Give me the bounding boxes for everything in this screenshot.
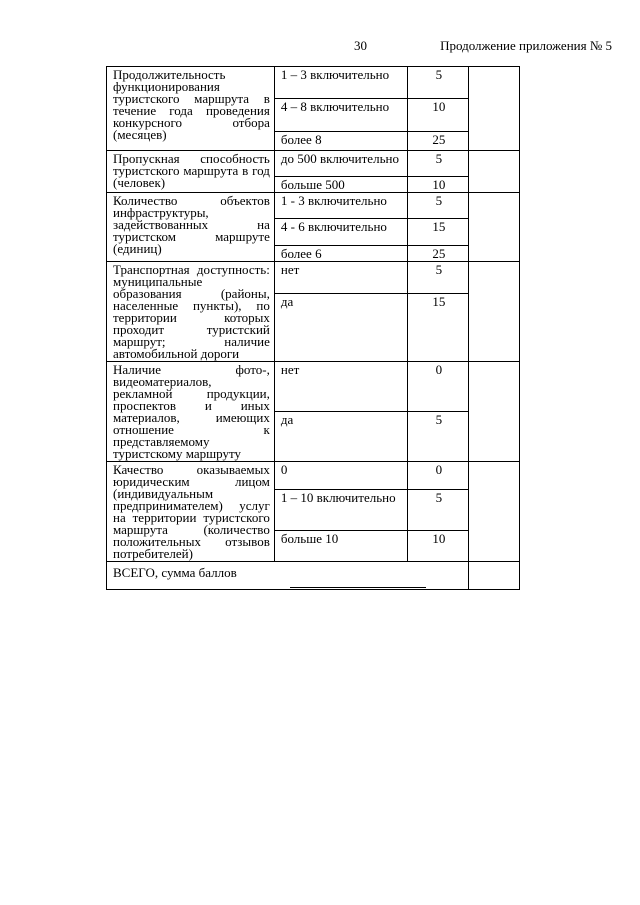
score-cell: 5 [407, 193, 469, 219]
empty-cell [469, 193, 520, 262]
condition-cell: 1 – 10 включительно [274, 489, 407, 531]
condition-cell: 4 – 8 включительно [274, 99, 407, 131]
criterion-cell: Транспортная доступность: муниципальные образования (районы, населенные пункты), по территории которых проходит туристский маршрут; наличие автомобильной дороги [107, 262, 275, 362]
criterion-cell: Качество оказываемых юридическим лицом (индивидуальным предпринимателем) услуг на территории туристского маршрута (количество положительных отзывов потребителей) [107, 462, 275, 562]
empty-cell [469, 67, 520, 151]
condition-cell: 4 - 6 включительно [274, 219, 407, 246]
criterion-cell: Наличие фото-, видеоматериалов, рекламной продукции, проспектов и иных материалов, имеющих отношение к представляемому туристскому маршруту [107, 362, 275, 462]
condition-cell: 1 – 3 включительно [274, 67, 407, 99]
condition-cell: да [274, 294, 407, 362]
empty-cell [469, 462, 520, 562]
empty-cell [469, 362, 520, 462]
table-row [107, 362, 520, 412]
condition-cell: да [274, 412, 407, 462]
table-row [107, 151, 520, 177]
score-cell: 5 [407, 412, 469, 462]
condition-cell: больше 500 [274, 177, 407, 193]
score-cell: 10 [407, 531, 469, 562]
score-cell: 5 [407, 262, 469, 294]
criterion-cell: Пропускная способность туристского маршрута в год (человек) [107, 151, 275, 193]
empty-cell [469, 151, 520, 193]
condition-cell: 0 [274, 462, 407, 490]
score-cell: 5 [407, 489, 469, 531]
score-cell: 15 [407, 294, 469, 362]
total-label: ВСЕГО, сумма баллов [107, 562, 469, 590]
condition-cell: до 500 включительно [274, 151, 407, 177]
score-cell: 5 [407, 67, 469, 99]
score-cell: 0 [407, 462, 469, 490]
condition-cell: нет [274, 262, 407, 294]
appendix-continuation-title: Продолжение приложения № 5 [440, 38, 612, 53]
condition-cell: 1 - 3 включительно [274, 193, 407, 219]
empty-cell [469, 262, 520, 362]
condition-cell: более 8 [274, 131, 407, 150]
table-row [107, 67, 520, 99]
end-of-document-divider [290, 587, 426, 588]
condition-cell: больше 10 [274, 531, 407, 562]
score-cell: 25 [407, 131, 469, 150]
condition-cell: более 6 [274, 246, 407, 262]
condition-cell: нет [274, 362, 407, 412]
table-row [107, 193, 520, 219]
total-row [107, 562, 520, 590]
score-cell: 0 [407, 362, 469, 412]
score-cell: 25 [407, 246, 469, 262]
criterion-cell: Количество объектов инфраструктуры, задействованных на туристском маршруте (единиц) [107, 193, 275, 262]
criteria-table [106, 66, 520, 590]
table-row [107, 262, 520, 294]
score-cell: 15 [407, 219, 469, 246]
criterion-cell: Продолжительность функционирования туристского маршрута в течение года проведения конкурсного отбора (месяцев) [107, 67, 275, 151]
table-row [107, 462, 520, 490]
score-cell: 10 [407, 177, 469, 193]
page-number: 30 [354, 38, 367, 53]
score-cell: 5 [407, 151, 469, 177]
total-value-cell [469, 562, 520, 590]
score-cell: 10 [407, 99, 469, 131]
